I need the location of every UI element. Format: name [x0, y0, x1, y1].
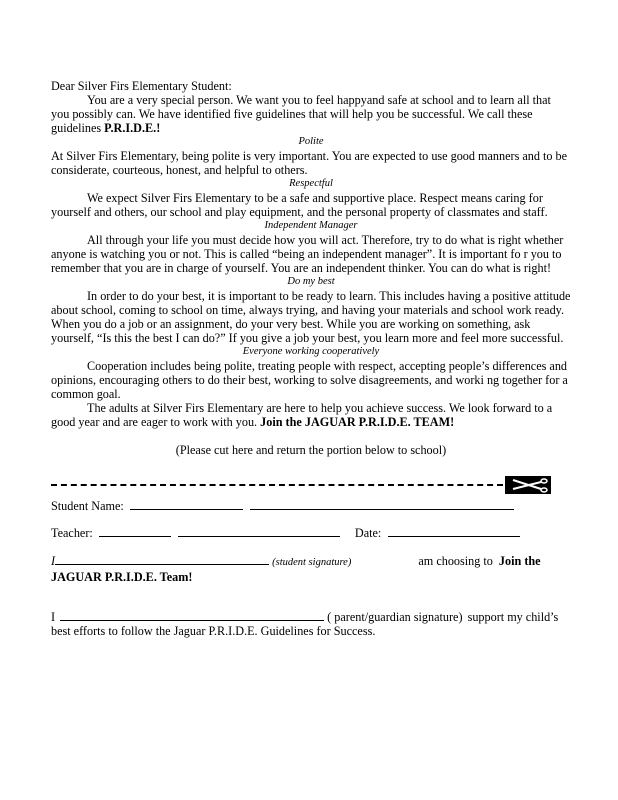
student-name-row — [51, 497, 571, 513]
heading-respectful: Respectful — [289, 178, 333, 189]
date-field[interactable] — [388, 524, 520, 537]
paragraph-polite: At Silver Firs Elementary, being polite is very important. You are expected to use good manners and to be considerate, courteous, honest, and helpful to others. — [51, 149, 568, 177]
parent-signature-field[interactable] — [60, 608, 324, 621]
scissors-icon — [505, 476, 551, 494]
join-the-text: Join the — [498, 554, 541, 568]
student-name-field-2[interactable] — [250, 497, 514, 510]
student-name-field-1[interactable] — [130, 497, 243, 510]
closing-text: The adults at Silver Firs Elementary are here to help you achieve success. We look forward to a good year and are eager to work with you. — [51, 401, 553, 429]
paragraph-do-my-best: In order to do your best, it is important to be ready to learn. This includes having a positive attitude about school, coming to school on time, always trying, and having your materials and school work ready. When you do a job or an assignment, do your very best. While you are working on something, ask yourself, “Is this the best I can do?” If you give a job your best, you learn more and feel more successful. — [51, 289, 571, 345]
teacher-field-2[interactable] — [178, 524, 340, 537]
heading-do-my-best: Do my best — [287, 276, 335, 287]
student-signature-label: (student signature) — [272, 557, 352, 568]
cut-note: (Please cut here and return the portion below to school) — [175, 443, 447, 457]
parent-signature-label: ( parent/guardian signature) — [327, 610, 463, 624]
intro-paragraph — [51, 93, 571, 135]
letter-body — [51, 79, 571, 457]
date-label: Date: — [354, 526, 382, 540]
teacher-field-1[interactable] — [99, 524, 171, 537]
closing-paragraph — [51, 401, 571, 429]
salutation: Dear Silver Firs Elementary Student: — [51, 79, 232, 93]
parent-guidelines-text: best efforts to follow the Jaguar P.R.I.D.E. Guidelines for Success. — [51, 624, 376, 638]
cut-line — [51, 476, 551, 496]
student-i: I — [51, 554, 56, 568]
jaguar-team-text: JAGUAR P.R.I.D.E. Team! — [51, 570, 193, 584]
parent-support-text: support my child’s — [467, 610, 559, 624]
teacher-date-row — [51, 524, 571, 540]
closing-bold: Join the JAGUAR P.R.I.D.E. TEAM! — [260, 415, 455, 429]
heading-independent-manager: Independent Manager — [264, 220, 358, 231]
parent-i: I — [51, 610, 56, 624]
choosing-text: am choosing to — [418, 554, 493, 568]
student-signature-field[interactable] — [55, 552, 269, 565]
paragraph-independent-manager: All through your life you must decide how you will act. Therefore, try to do what is right whether anyone is watching you or not. This is called “being an independent manager”. It is important fo r you to remember that you are in charge of yourself. You are an independent thinker. You can do what is right! — [51, 233, 564, 275]
teacher-label: Teacher: — [51, 526, 93, 540]
intro-bold: P.R.I.D.E.! — [104, 121, 161, 135]
heading-everyone-cooperatively: Everyone working cooperatively — [242, 346, 380, 357]
parent-signature-row — [51, 608, 571, 638]
heading-polite: Polite — [298, 136, 324, 147]
dashed-cut-line — [51, 484, 503, 486]
student-name-label: Student Name: — [51, 499, 124, 513]
intro-text: You are a very special person. We want you to feel happyand safe at school and to learn all that you possibly can. We have identified five guidelines that will help you be successful. We call these guidelines — [51, 93, 551, 135]
paragraph-respectful: We expect Silver Firs Elementary to be a safe and supportive place. Respect means caring for yourself and others, our school and play equipment, and the personal property of classmates and staff. — [51, 191, 548, 219]
paragraph-everyone-cooperatively: Cooperation includes being polite, treating people with respect, accepting people’s differences and opinions, encouraging others to do their best, working to solve disagreements, and worki ng together for a common goal. — [51, 359, 568, 401]
student-signature-row — [51, 552, 571, 584]
